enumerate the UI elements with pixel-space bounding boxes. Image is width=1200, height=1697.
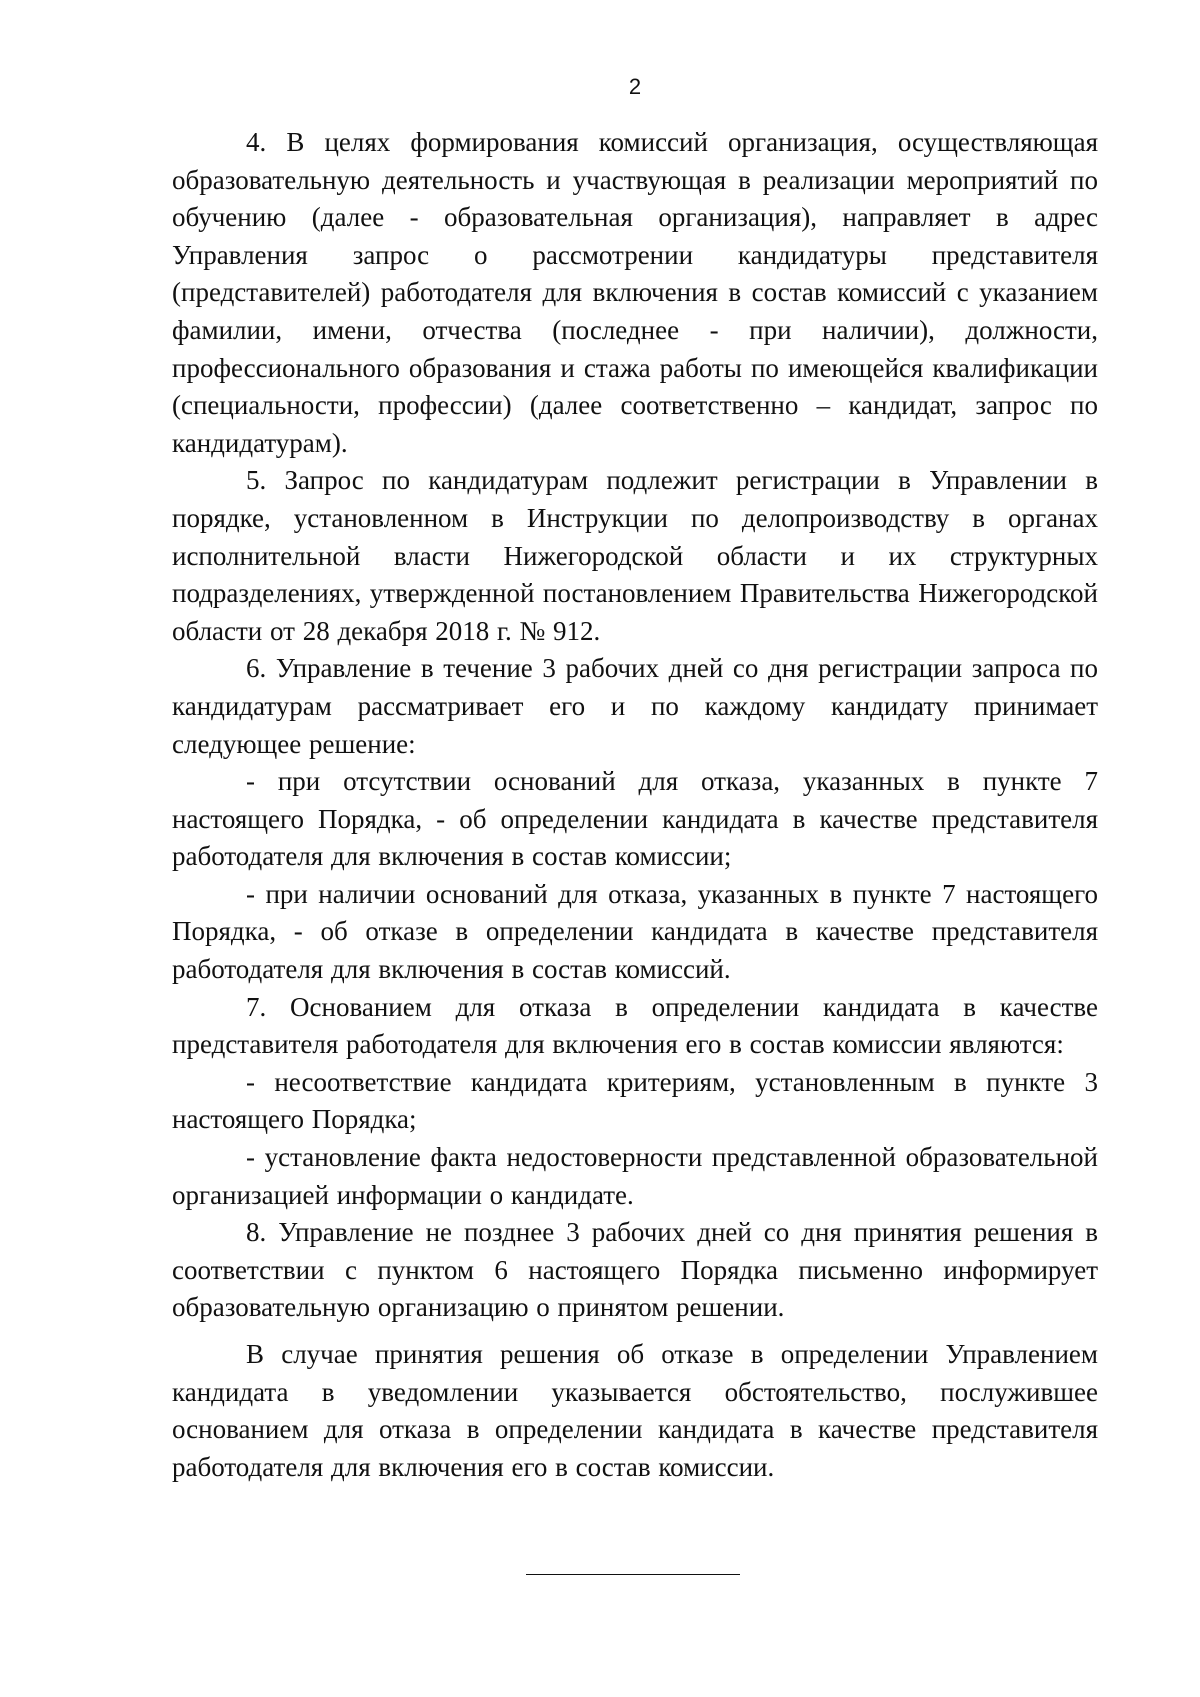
paragraph-item-7: 7. Основанием для отказа в определении кандидата в качестве представителя работодателя для включения его в состав комиссии являются: bbox=[172, 991, 1098, 1060]
paragraph-refusal-notice: В случае принятия решения об отказе в определении Управлением кандидата в уведомлении указывается обстоятельство, послужившее основанием для отказа в определении кандидата в качестве представителя работодателя для включения его в состав комиссии. bbox=[172, 1339, 1098, 1482]
paragraph-item-7-reason-2: - установление факта недостоверности представленной образовательной организацией информации о кандидате. bbox=[172, 1142, 1098, 1210]
end-of-document-line bbox=[526, 1574, 740, 1575]
paragraph-item-8: 8. Управление не позднее 3 рабочих дней со дня принятия решения в соответствии с пунктом 6 настоящего Порядка письменно информирует образовательную организацию о принятом решении. bbox=[172, 1217, 1098, 1323]
paragraph-item-7-reason-1: - несоответствие кандидата критериям, установленным в пункте 3 настоящего Порядка; bbox=[172, 1066, 1098, 1135]
paragraph-item-5: 5. Запрос по кандидатурам подлежит регистрации в Управлении в порядке, установленном в Инструкции по делопроизводству в органах исполнительной власти Нижегородской области и их структурных подразделениях, утвержденной постановлением Правительства Нижегородской области от 28 декабря 2018 г. № 912. bbox=[172, 465, 1098, 646]
document-body bbox=[172, 124, 1098, 1486]
paragraph-item-6: 6. Управление в течение 3 рабочих дней со дня регистрации запроса по кандидатурам рассматривает его и по каждому кандидату принимает следующее решение: bbox=[172, 653, 1098, 759]
page-number: 2 bbox=[628, 74, 642, 99]
paragraph-item-4: 4. В целях формирования комиссий организация, осуществляющая образовательную деятельность и участвующая в реализации мероприятий по обучению (далее - образовательная организация), направляет в адрес Управления запрос о рассмотрении кандидатуры представителя (представителей) работодателя для включения в состав комиссий с указанием фамилии, имени, отчества (последнее - при наличии), должности, профессионального образования и стажа работы по имеющейся квалификации (специальности, профессии) (далее соответственно – кандидат, запрос по кандидатурам). bbox=[172, 127, 1098, 458]
paragraph-item-6-option-2: - при наличии оснований для отказа, указанных в пункте 7 настоящего Порядка, - об отказе в определении кандидата в качестве представителя работодателя для включения в состав комиссий. bbox=[172, 878, 1098, 985]
paragraph-item-6-option-1: - при отсутствии оснований для отказа, указанных в пункте 7 настоящего Порядка, - об определении кандидата в качестве представителя работодателя для включения в состав комиссии; bbox=[172, 766, 1098, 872]
